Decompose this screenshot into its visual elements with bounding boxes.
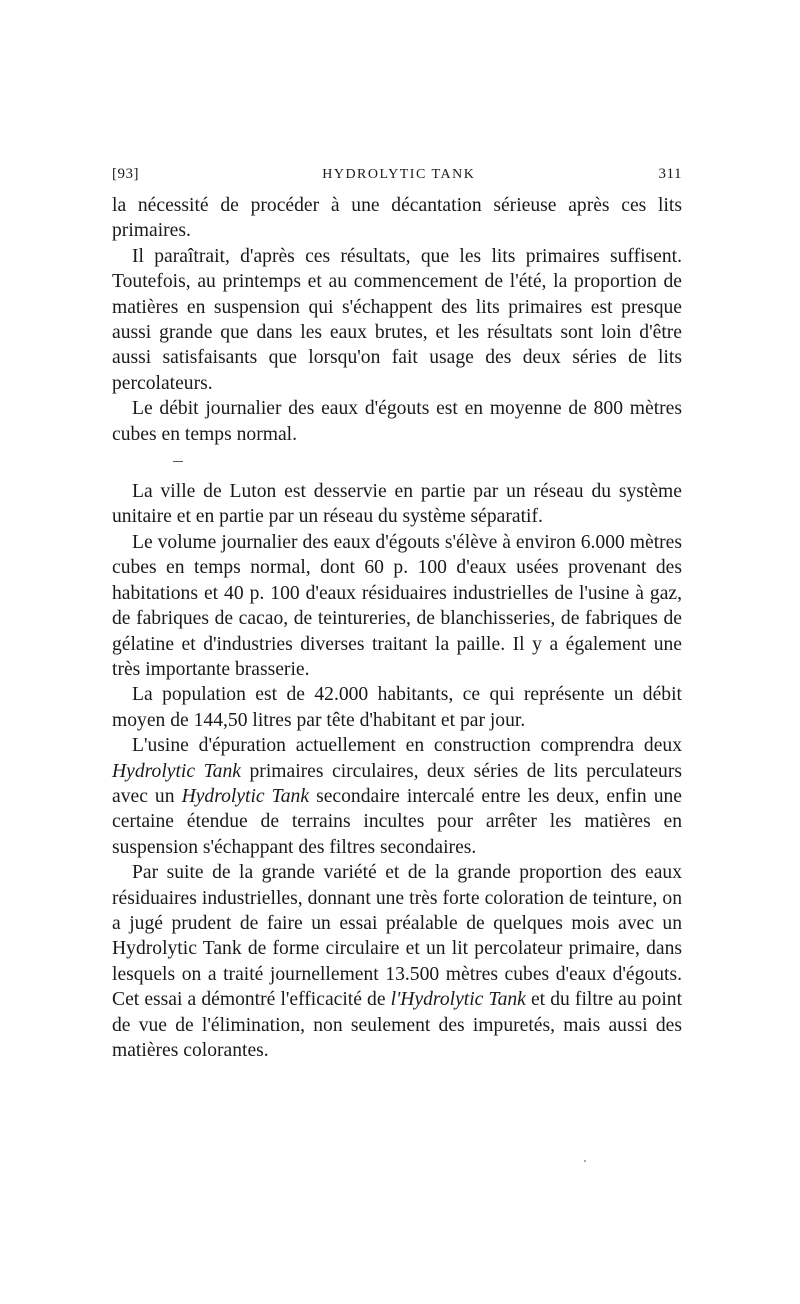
text-run: L'usine d'épuration actuellement en construction comprendra deux (132, 735, 682, 757)
page-number: 311 (658, 166, 682, 182)
paragraph-luton-network: La ville de Luton est desservie en partie par un réseau du système unitaire et en partie par un réseau du système séparatif. (112, 481, 682, 528)
section-separator (173, 461, 183, 462)
text-run: primaires circulaires, deux séries de lits perculateurs avec un (112, 760, 682, 807)
text-run: secondaire intercalé entre les deux, enfin une certaine étendue de terrains incultes pour arrêter les matières en suspension s'échappant des filtres secondaires. (112, 785, 682, 858)
book-page (112, 166, 682, 1063)
running-header (112, 166, 682, 183)
italic-term: Hydrolytic Tank (181, 785, 310, 807)
paragraph-treatment-plant (112, 733, 682, 860)
text-run: et du filtre au point de vue de l'élimination, non seulement des impuretés, mais aussi des matières colorantes. (112, 989, 683, 1061)
page-reference: [93] (112, 166, 139, 182)
paragraph-results: Il paraîtrait, d'après ces résultats, que les lits primaires suffisent. Toutefois, au printemps et au commencement de l'été, la proportion de matières en suspension qui s'échappent des lits primaires est presque aussi grande que dans les eaux brutes, et les résultats sont loin d'être aussi satisfaisants que lorsqu'on fait usage des deux séries de lits percolateurs. (112, 245, 682, 394)
running-title: HYDROLYTIC TANK (322, 167, 476, 182)
print-speck (584, 1160, 586, 1162)
text-run: Par suite de la grande variété et de la grande proportion des eaux résiduaires industrielles, donnant une très forte coloration de teinture, on a jugé prudent de faire un essai préalable de quelques mois avec un Hydrolytic Tank de forme circulaire et un lit percolateur primaire, dans lesquels on a traité journellement 13.500 mètres cubes d'eaux d'égouts. Cet essai a démontré l'efficacité de (112, 862, 682, 1011)
paragraph-continuation: la nécessité de procéder à une décantation sérieuse après ces lits primaires. (112, 195, 682, 242)
paragraph-daily-flow: Le débit journalier des eaux d'égouts est en moyenne de 800 mètres cubes en temps normal. (112, 398, 682, 445)
paragraph-population: La population est de 42.000 habitants, ce qui représente un débit moyen de 144,50 litres par tête d'habitant et par jour. (112, 684, 682, 731)
italic-term: l'Hydrolytic Tank (390, 989, 526, 1011)
italic-term: Hydrolytic Tank (112, 760, 241, 782)
paragraph-trial (112, 860, 682, 1063)
paragraph-daily-volume: Le volume journalier des eaux d'égouts s'élève à environ 6.000 mètres cubes en temps normal, dont 60 p. 100 d'eaux usées provenant des habitations et 40 p. 100 d'eaux résiduaires industrielles de l'usine à gaz, de fabriques de cacao, de teintureries, de blanchisseries, de fabriques de gélatine et d'industries diverses traitant la paille. Il y a également une très importante brasserie. (112, 531, 682, 680)
